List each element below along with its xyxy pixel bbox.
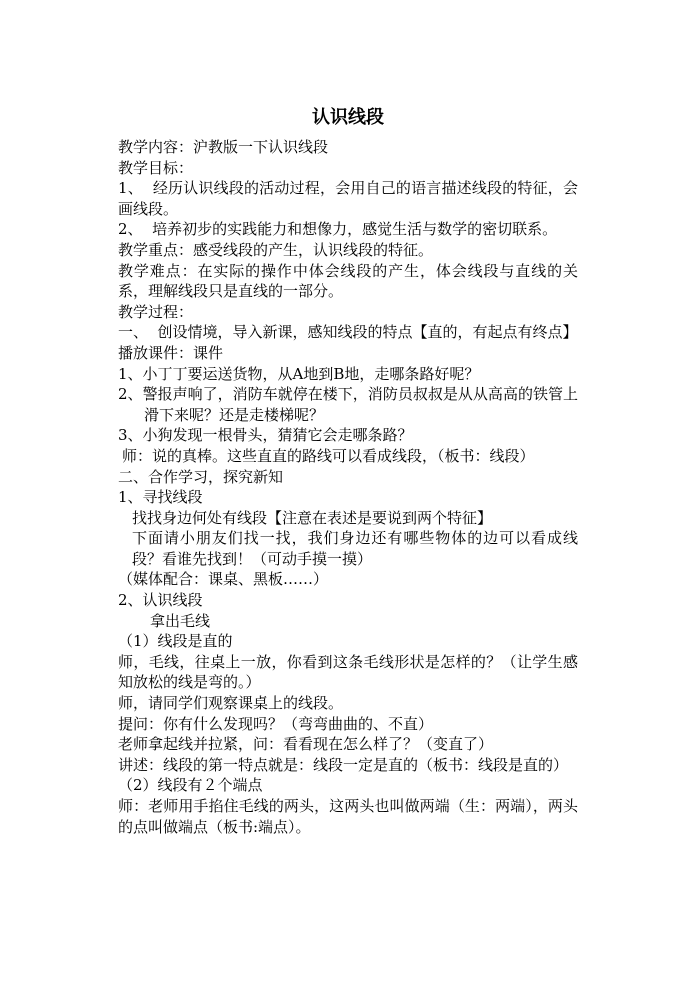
paragraph-take-yarn: 拿出毛线	[150, 611, 211, 630]
paragraph-yarn-shape: 师，毛线，往桌上一放，你看到这条毛线形状是怎样的？（让学生感知放松的线是弯的。）	[118, 652, 578, 692]
paragraph-find-around: 找找身边何处有线段【注意在表述是要说到两个特征】	[132, 508, 493, 527]
paragraph-teaching-content: 教学内容：沪教版一下认识线段	[118, 138, 329, 156]
subsection-know-segments: 2、认识线段	[118, 591, 203, 610]
paragraph-media: （媒体配合：课桌、黑板……）	[118, 570, 329, 589]
paragraph-goal-1: 1、 经历认识线段的活动过程，会用自己的语言描述线段的特征，会画线段。	[118, 179, 578, 218]
subsection-find-segments: 1、寻找线段	[118, 488, 203, 507]
section-heading-2: 二、合作学习，探究新知	[118, 467, 284, 486]
paragraph-observe: 师，请同学们观察课桌上的线段。	[118, 694, 344, 713]
paragraph-process-heading: 教学过程：	[118, 302, 194, 321]
paragraph-goal-2: 2、 培养初步的实践能力和想像力，感觉生活与数学的密切联系。	[118, 220, 558, 239]
paragraph-teaching-goals-heading: 教学目标：	[118, 158, 194, 177]
list-item-3: 3、小狗发现一根骨头，猜猜它会走哪条路？	[118, 426, 413, 445]
list-item-2: 2、警报声响了，消防车就停在楼下，消防员叔叔是从从高高的铁管上滑下来呢？还是走楼梯呢？	[118, 385, 578, 424]
paragraph-courseware: 播放课件：课件	[118, 343, 224, 362]
paragraph-difficulty: 教学难点：在实际的操作中体会线段的产生，体会线段与直线的关系，理解线段只是直线的一部分。	[118, 261, 578, 301]
document-body	[118, 137, 578, 837]
paragraph-teacher-praise: 师：说的真棒。这些直直的路线可以看成线段，（板书：线段）	[122, 446, 535, 465]
paragraph-key-point: 教学重点：感受线段的产生，认识线段的特征。	[118, 240, 434, 259]
point-straight: （1）线段是直的	[118, 632, 233, 651]
paragraph-first-feature: 讲述：线段的第一特点就是：线段一定是直的（板书：线段是直的）	[118, 755, 569, 774]
list-item-1: 1、小丁丁要运送货物，从A地到B地，走哪条路好呢？	[118, 364, 480, 383]
section-heading-1: 一、 创设情境，导入新课，感知线段的特点【直的，有起点有终点】	[118, 323, 578, 342]
paragraph-pull-tight: 老师拿起线并拉紧，问：看看现在怎么样了？（变直了）	[118, 735, 494, 754]
document-title: 认识线段	[312, 107, 384, 128]
paragraph-endpoints: 师：老师用手掐住毛线的两头，这两头也叫做两端（生：两端），两头的点叫做端点（板书:端点）。	[118, 797, 578, 836]
paragraph-find-instruction: 下面请小朋友们找一找，我们身边还有哪些物体的边可以看成线段？看谁先找到！（可动手摸一摸）	[132, 529, 578, 568]
point-two-endpoints: （2）线段有２个端点	[118, 776, 263, 795]
paragraph-question: 提问：你有什么发现吗？（弯弯曲曲的、不直）	[118, 714, 434, 733]
